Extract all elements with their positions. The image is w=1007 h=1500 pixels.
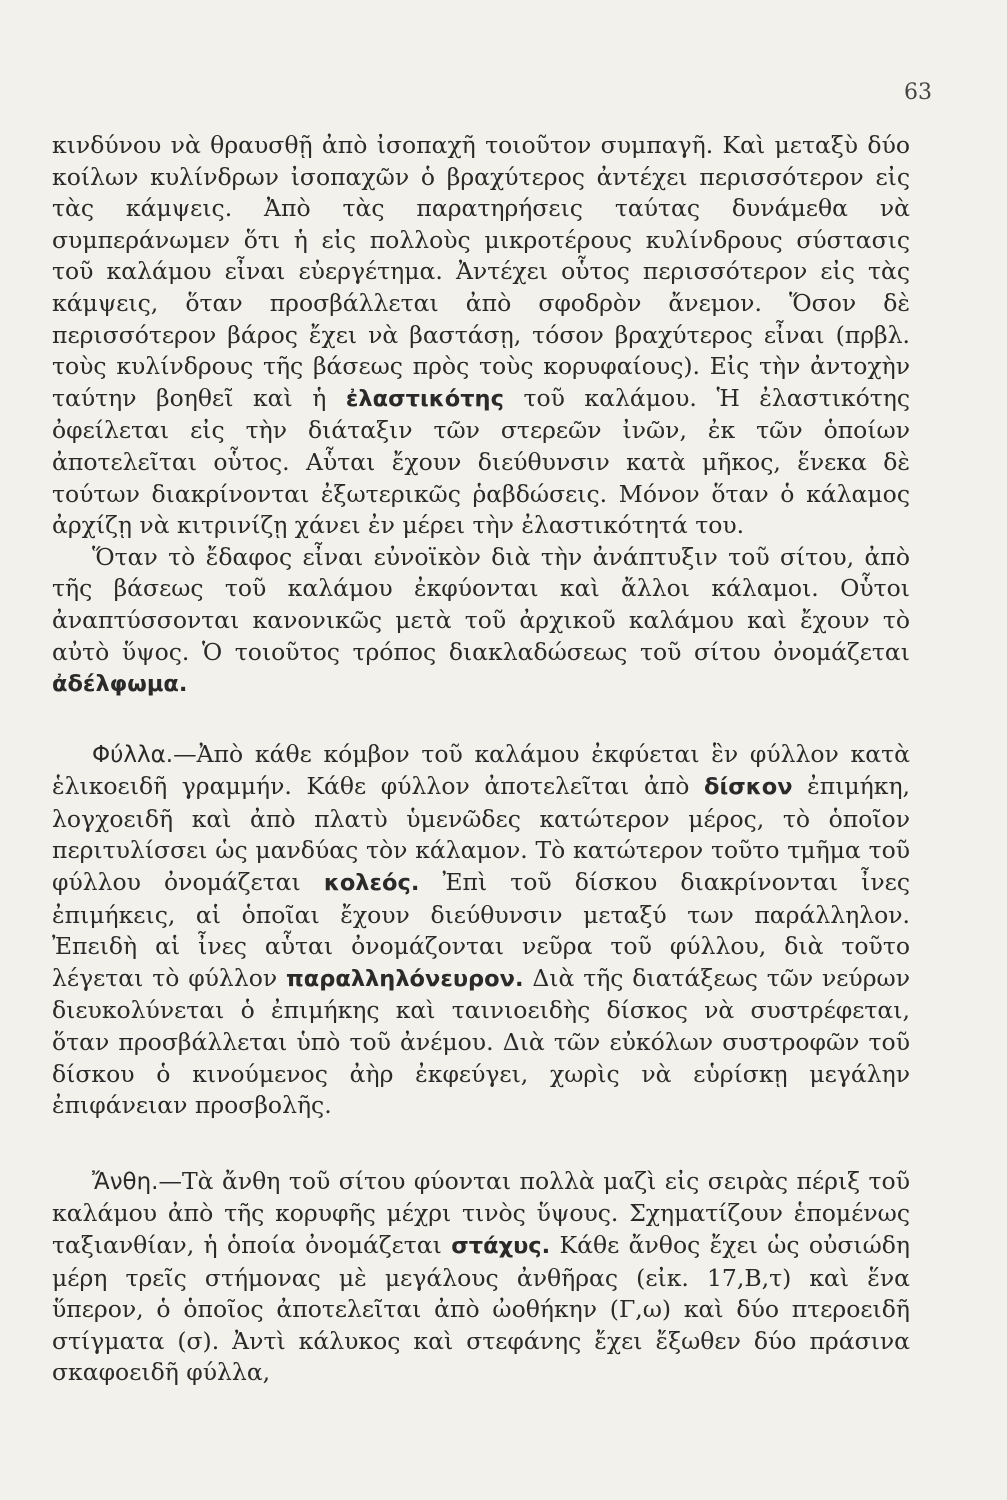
- term-blade: δίσκον: [704, 774, 793, 801]
- paragraph-text: —Τὰ ἄνθη τοῦ σίτου φύονται πολλὰ μαζὶ εἰς σειρὰς πέριξ τοῦ καλάμου ἀπὸ τῆς κορυφῆς μέχρι τινὸς ὕψους. Σχηματίζουν ἑπομένως ταξιανθίαν, ἡ ὁποία ὀνομάζεται: [52, 1166, 910, 1259]
- paragraph-text: τοῦ καλάμου. Ἡ ἐλαστικότης ὀφείλεται εἰς τὴν διάταξιν τῶν στερεῶν ἰνῶν, ἐκ τῶν ὁποίων ἀποτελεῖται οὗτος. Αὗται ἔχουν διεύθυνσιν κατὰ μῆκος, ἕνεκα δὲ τούτων διακρίνονται ἐξωτερικῶς ῥαβδώσεις. Μόνον ὅταν ὁ κάλαμος ἀρχίζῃ νὰ κιτρινίζῃ χάνει ἐν μέρει τὴν ἐλαστικότητά του.: [52, 383, 910, 540]
- term-spike: στάχυς.: [451, 1233, 551, 1259]
- paragraph-flowers: [52, 1166, 910, 1389]
- body-text: [52, 130, 910, 1389]
- section-heading-flowers: Ἄνθη.: [92, 1168, 159, 1195]
- term-sheath: κολεός.: [323, 870, 420, 897]
- page-number: 63: [904, 80, 932, 105]
- paragraph-text: ἐπιμήκη, λογχοειδῆ καὶ ἀπὸ πλατὺ ὑμενῶδες κατώτερον μέρος, τὸ ὁποῖον περιτυλίσσει ὡς μανδύας τὸν κάλαμον. Τὸ κατώτερον τοῦτο τμῆμα τοῦ φύλλου ὀνομάζεται: [52, 772, 910, 897]
- paragraph-stem-elasticity: [52, 130, 910, 542]
- paragraph-text: κινδύνου νὰ θραυσθῇ ἀπὸ ἰσοπαχῆ τοιοῦτον συμπαγῆ. Καὶ μεταξὺ δύο κοίλων κυλίνδρων ἰσοπαχῶν ὁ βραχύτερος ἀντέχει περισσότερον εἰς τὰς κάμψεις. Ἀπὸ τὰς παρατηρήσεις ταύτας δυνάμεθα νὰ συμπεράνωμεν ὅτι ἡ εἰς πολλοὺς μικροτέρους κυλίνδρους σύστασις τοῦ καλάμου εἶναι εὐεργέτημα. Ἀντέχει οὗτος περισσότερον εἰς τὰς κάμψεις, ὅταν προσβάλλεται ἀπὸ σφοδρὸν ἄνεμον. Ὅσον δὲ περισσότερον βάρος ἔχει νὰ βαστάσῃ, τόσον βραχύτερος εἶναι (πρβλ. τοὺς κυλίνδρους τῆς βάσεως πρὸς τοὺς κορυφαίους). Εἰς τὴν ἀντοχὴν ταύτην βοηθεῖ καὶ ἡ: [52, 131, 910, 412]
- paragraph-text: Διὰ τῆς διατάξεως τῶν νεύρων διευκολύνεται ὁ ἐπιμήκης καὶ ταινιοειδὴς δίσκος νὰ συστρέφεται, ὅταν προσβάλλεται ὑπὸ τοῦ ἀνέμου. Διὰ τῶν εὐκόλων συστροφῶν τοῦ δίσκου ὁ κινούμενος ἀὴρ ἐκφεύγει, χωρὶς νὰ εὑρίσκῃ μεγάλην ἐπιφάνειαν προσβολῆς.: [52, 963, 910, 1120]
- term-parallel-veined: παραλληλόνευρον.: [286, 965, 524, 992]
- paragraph-text: —Ἀπὸ κάθε κόμβον τοῦ καλάμου ἐκφύεται ἓν φύλλον κατὰ ἑλικοειδῆ γραμμήν. Κάθε φύλλον ἀποτελεῖται ἀπὸ: [52, 739, 910, 801]
- term-tillering: ἀδέλφωμα.: [52, 671, 188, 698]
- section-heading-leaves: Φύλλα.: [92, 741, 174, 768]
- paragraph-tillering: [52, 542, 910, 701]
- paragraph-text: Ὅταν τὸ ἔδαφος εἶναι εὐνοϊκὸν διὰ τὴν ἀνάπτυξιν τοῦ σίτου, ἀπὸ τῆς βάσεως τοῦ καλάμου ἐκφύονται καὶ ἄλλοι κάλαμοι. Οὗτοι ἀναπτύσσονται κανονικῶς μετὰ τοῦ ἀρχικοῦ καλάμου καὶ ἔχουν τὸ αὐτὸ ὕψος. Ὁ τοιοῦτος τρόπος διακλαδώσεως τοῦ σίτου ὀνομάζεται: [52, 542, 910, 666]
- paragraph-text: Ἐπὶ τοῦ δίσκου διακρίνονται ἶνες ἐπιμήκεις, αἱ ὁποῖαι ἔχουν διεύθυνσιν μεταξύ των παράλληλον. Ἐπειδὴ αἱ ἶνες αὗται ὀνομάζονται νεῦρα τοῦ φύλλου, διὰ τοῦτο λέγεται τὸ φύλλον: [52, 868, 910, 992]
- paragraph-text: Κάθε ἄνθος ἔχει ὡς οὐσιώδη μέρη τρεῖς στήμονας μὲ μεγάλους ἀνθῆρας (εἰκ. 17,Β,τ) καὶ ἕνα ὕπερον, ὁ ὁποῖος ἀποτελεῖται ἀπὸ ὠοθήκην (Γ,ω) καὶ δύο πτεροειδῆ στίγματα (σ). Ἀντὶ κάλυκος καὶ στεφάνης ἔχει ἔξωθεν δύο πράσινα σκαφοειδῆ φύλλα,: [52, 1231, 910, 1387]
- paragraph-leaves: [52, 739, 910, 1122]
- term-elasticity: ἐλαστικότης: [345, 385, 504, 412]
